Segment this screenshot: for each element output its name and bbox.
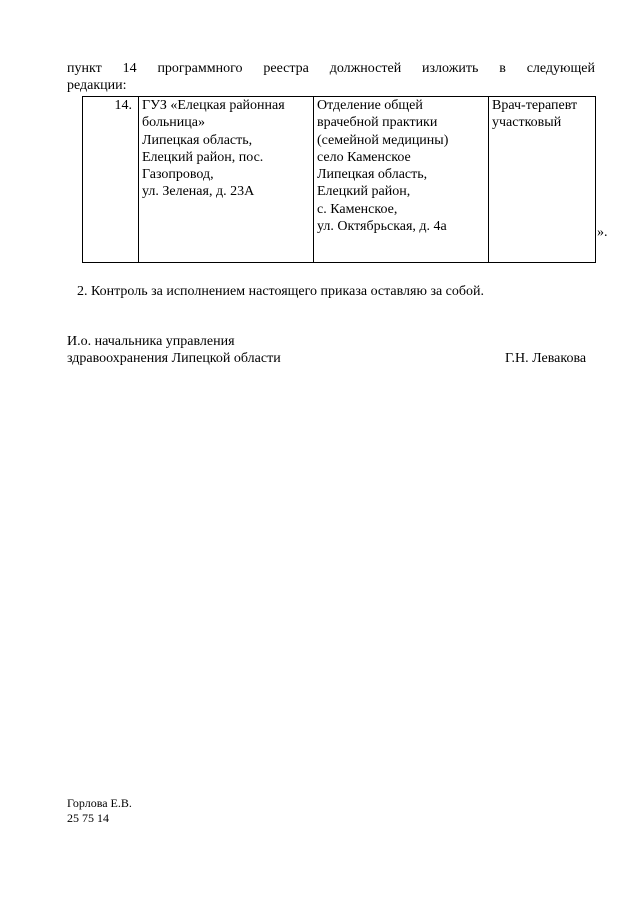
row-number: 14.: [83, 97, 139, 263]
signer-title-line-1: И.о. начальника управления: [67, 334, 235, 349]
executor-phone: 25 75 14: [67, 811, 109, 825]
institution-cell: [139, 97, 314, 263]
department-line: ул. Октябрьская, д. 4а: [317, 219, 447, 235]
signer-name: Г.Н. Левакова: [505, 351, 587, 366]
executor-name: Горлова Е.В.: [67, 796, 132, 810]
department-line: врачебной практики: [317, 115, 438, 131]
closing-quote: ».: [597, 225, 608, 240]
department-cell: [314, 97, 489, 263]
institution-line: Липецкая область,: [142, 132, 253, 148]
institution-line: ул. Зеленая, д. 23А: [142, 184, 255, 200]
department-line: (семейной медицины): [317, 132, 449, 148]
institution-line: ГУЗ «Елецкая районная: [142, 98, 285, 113]
intro-line-1: пункт 14 программного реестра должностей изложить в следующей: [67, 61, 595, 76]
position-cell: [489, 97, 596, 263]
table-row: [83, 97, 596, 263]
department-line: с. Каменское,: [317, 201, 398, 217]
institution-line: больница»: [142, 115, 205, 131]
registry-table: [82, 96, 596, 263]
position-line: Врач-терапевт: [492, 98, 578, 113]
department-line: Елецкий район,: [317, 184, 411, 200]
signer-title-line-2: здравоохранения Липецкой области: [67, 351, 281, 366]
institution-line: Газопровод,: [142, 167, 214, 183]
department-line: Липецкая область,: [317, 167, 428, 183]
intro-line-2: редакции:: [67, 78, 127, 93]
department-line: Отделение общей: [317, 98, 423, 113]
position-line: участковый: [492, 115, 562, 131]
institution-line: Елецкий район, пос.: [142, 149, 264, 165]
department-line: село Каменское: [317, 149, 411, 165]
item-2-text: 2. Контроль за исполнением настоящего приказа оставляю за собой.: [77, 284, 485, 299]
